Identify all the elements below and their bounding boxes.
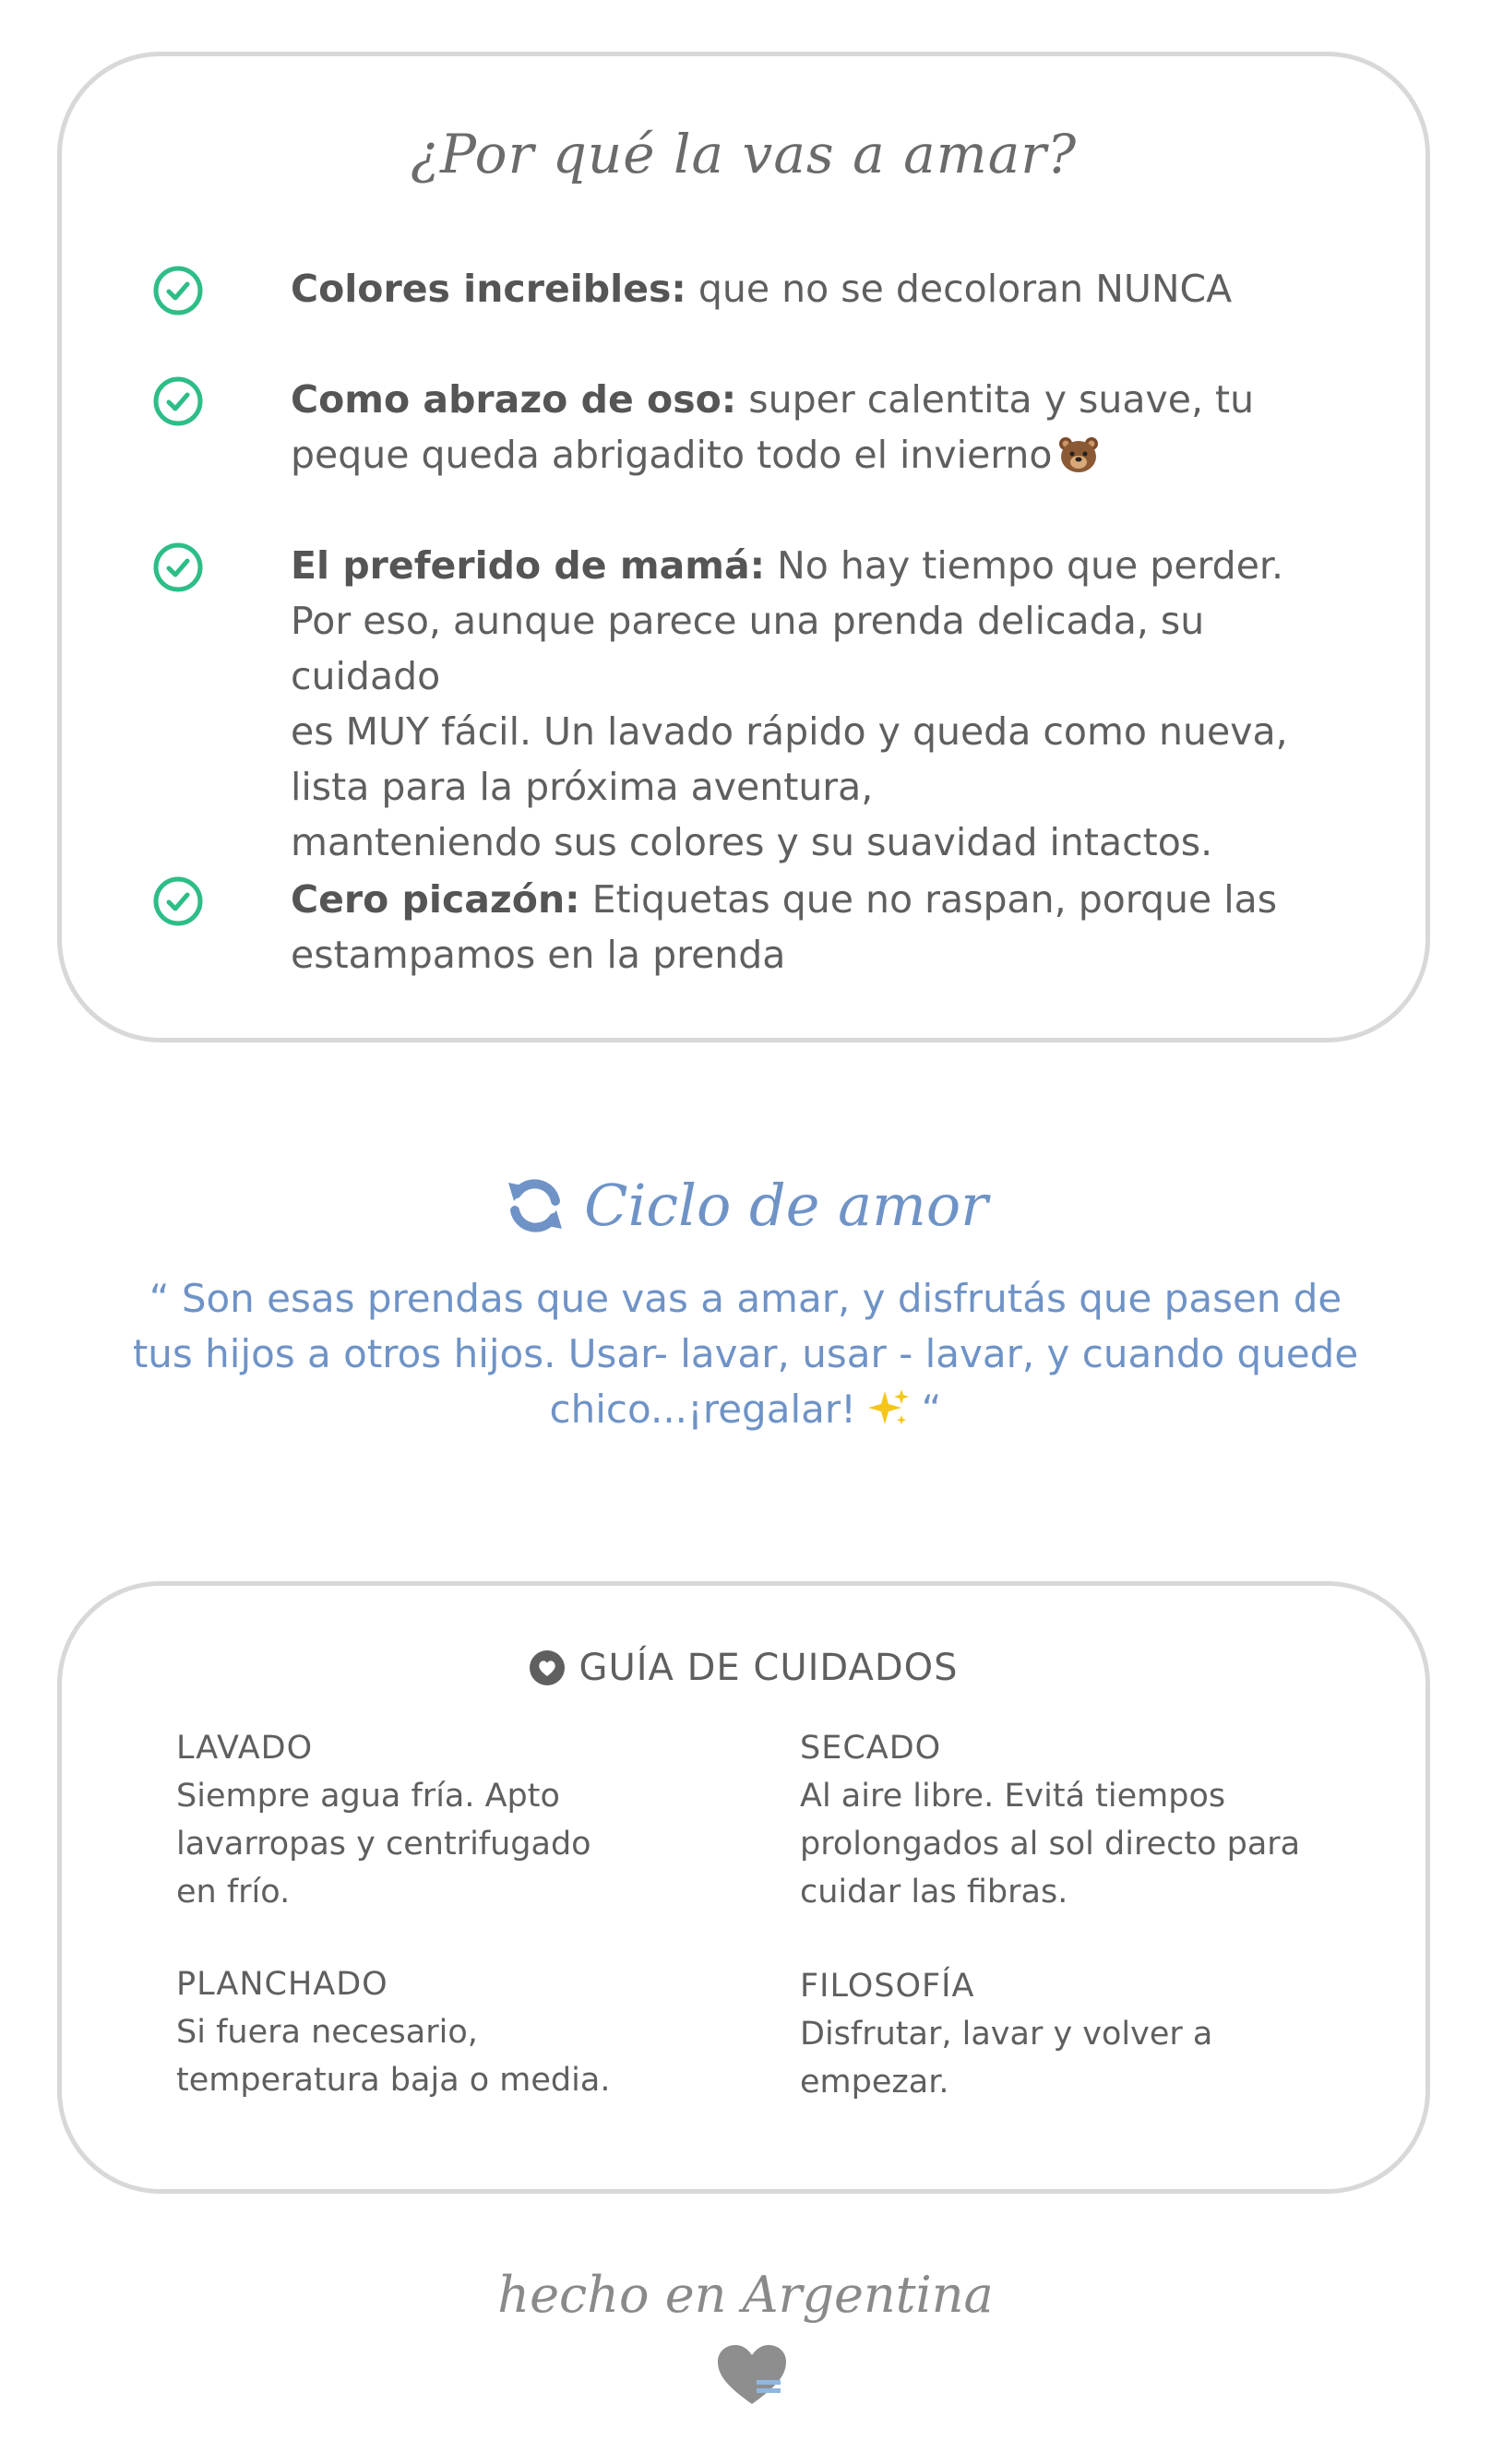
feature-text: Etiquetas que no raspan, porque las estampamos en la prenda (291, 877, 1278, 977)
feature-text: No hay tiempo que perder. (765, 543, 1284, 588)
care-text: Al aire libre. Evitá tiempos prolongados al sol directo para cuidar las fibras. (800, 1778, 1301, 1910)
care-label: FILOSOFÍA (800, 1968, 975, 2005)
feature-text-line: manteniendo sus colores y su suavidad intactos. (291, 820, 1213, 864)
sparkles-icon (868, 1387, 909, 1428)
check-circle-icon (152, 375, 204, 427)
check-circle-icon (152, 542, 204, 593)
cycle-title: Ciclo de amor (584, 1172, 988, 1239)
cycle-quote (129, 1271, 1362, 1437)
quote-close: “ (909, 1387, 942, 1432)
care-guide-card (57, 1581, 1430, 2194)
care-planchado (176, 1960, 730, 2104)
feature-text: que no se decoloran NUNCA (686, 267, 1233, 311)
care-text: Siempre agua fría. Apto lavarropas y centrifugado en frío. (176, 1778, 591, 1910)
heart-icon (529, 1649, 566, 1686)
care-lavado (176, 1724, 730, 1916)
check-circle-icon (152, 265, 204, 316)
feature-heading: Cero picazón: (291, 877, 580, 922)
bear-icon (1058, 436, 1099, 473)
care-label: SECADO (800, 1730, 942, 1767)
care-label: PLANCHADO (176, 1966, 388, 2003)
care-filosofia (800, 1962, 1354, 2106)
quote-text: “ Son esas prendas que vas a amar, y disfrutás que pasen de tus hijos a otros hijos. Usar- lavar, usar - lavar, y cuando quede chico...¡regalar! (132, 1276, 1359, 1432)
care-secado (800, 1724, 1354, 1916)
feature-heading: Como abrazo de oso: (291, 377, 737, 422)
check-circle-icon (152, 875, 204, 927)
argentina-heart-icon (716, 2343, 788, 2406)
care-text: Disfrutar, lavar y volver a empezar. (800, 2016, 1213, 2101)
feature-text-line: lista para la próxima aventura, (291, 765, 874, 809)
feature-text-line: Por eso, aunque parece una prenda delicada, su cuidado (291, 599, 1205, 698)
features-title: ¿Por qué la vas a amar? (410, 123, 1078, 185)
feature-heading: Colores increibles: (291, 267, 686, 311)
features-card (57, 52, 1430, 1042)
care-label: LAVADO (176, 1730, 314, 1767)
care-guide-title (62, 1647, 1425, 1696)
cycle-header (0, 1172, 1491, 1255)
care-guide-heading: GUÍA DE CUIDADOS (579, 1647, 959, 1689)
feature-heading: El preferido de mamá: (291, 543, 766, 588)
footer-made-in: hecho en Argentina (497, 2266, 994, 2324)
refresh-icon (503, 1173, 567, 1238)
feature-text: super calentita y suave, tu peque queda abrigadito todo el invierno (291, 377, 1255, 477)
care-text: Si fuera necesario, temperatura baja o media. (176, 2014, 611, 2099)
feature-text-line: es MUY fácil. Un lavado rápido y queda como nueva, (291, 709, 1288, 754)
